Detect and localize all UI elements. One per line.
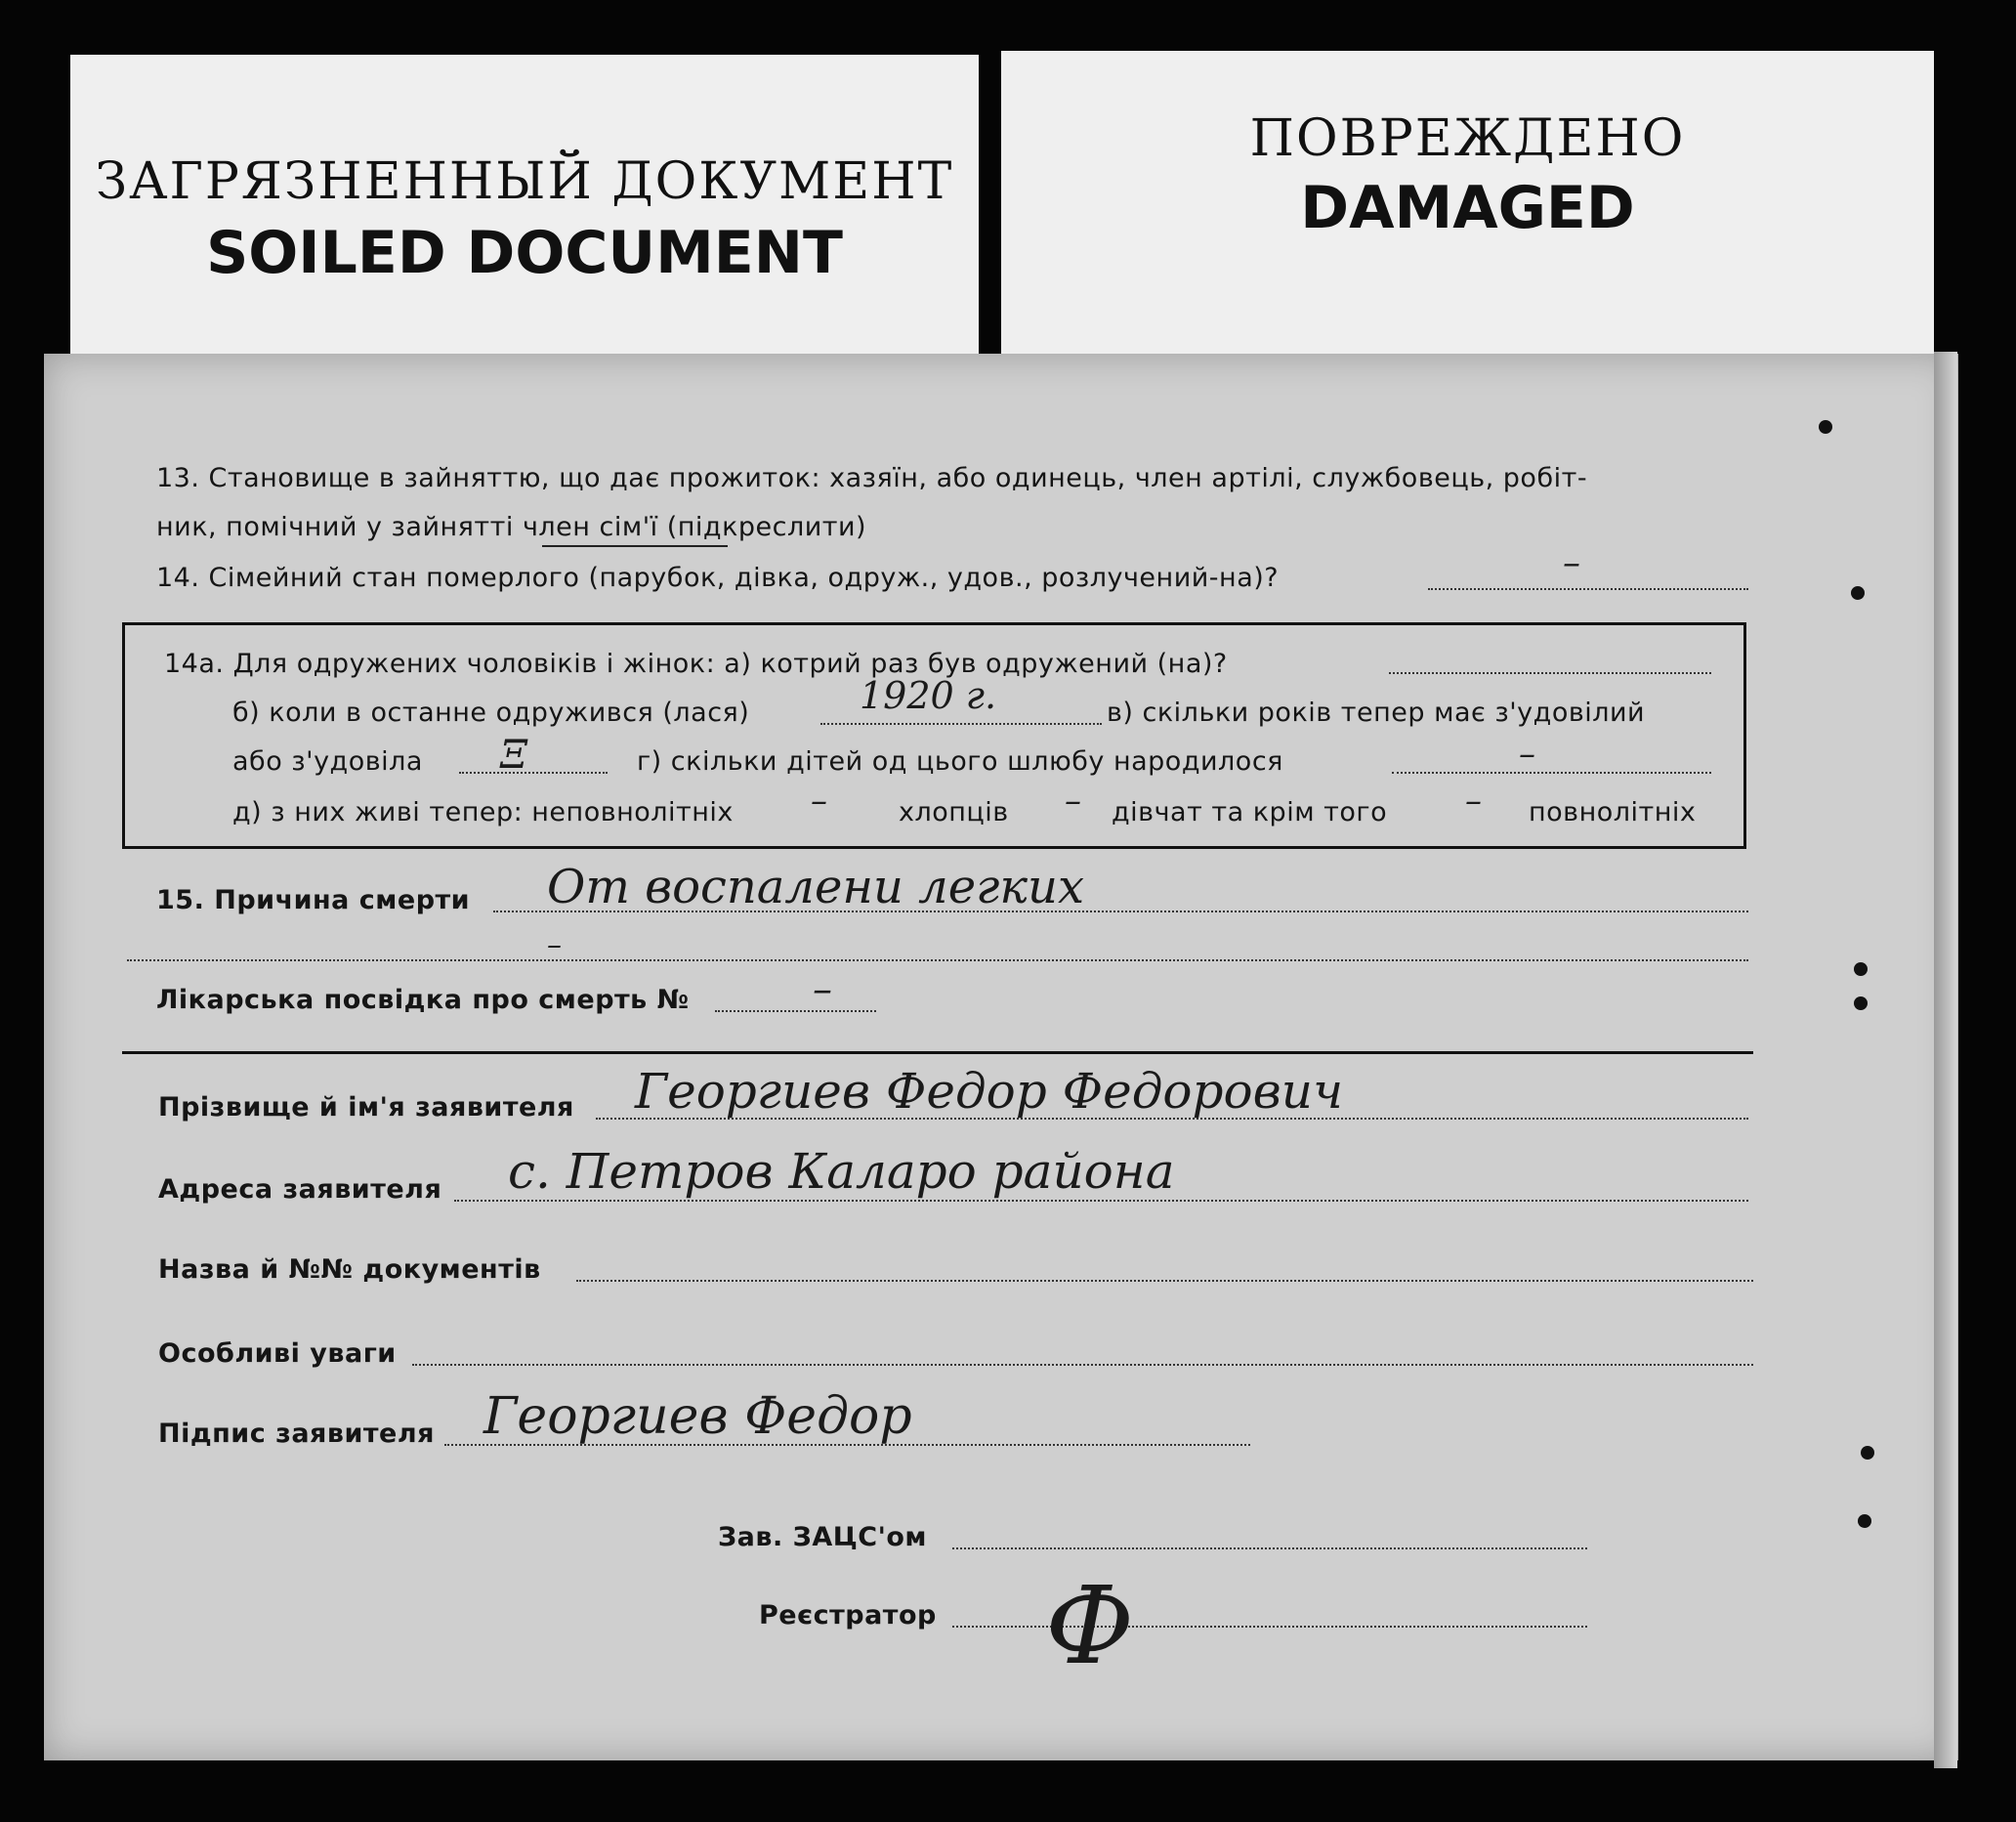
binding-hole — [1819, 420, 1832, 434]
question-13-line1: 13. Становище в зайняттю, що дає прожиток: хазяїн, або одинець, член артілі, службовець, робіт- — [156, 463, 1588, 493]
q15-second-line-dots — [127, 959, 1748, 961]
binding-hole — [1854, 962, 1868, 976]
q14-answer: – — [1563, 543, 1580, 583]
q14a-line2a: б) коли в останне одружився (лася) — [232, 698, 750, 728]
q14a-line4c: дівчат та крім того — [1112, 797, 1388, 827]
notes-label: Особливі уваги — [158, 1338, 397, 1369]
question-14: 14. Сімейний стан померлого (парубок, дівка, одруж., удов., розлучений-на)? — [156, 563, 1280, 593]
question-15-label: 15. Причина смерти — [156, 885, 471, 915]
q13-underline — [542, 545, 728, 547]
notes-dots — [412, 1364, 1753, 1366]
registrar-label: Реєстратор — [759, 1600, 937, 1631]
adults-answer: – — [1465, 782, 1482, 821]
damaged-label-en: DAMAGED — [1300, 174, 1635, 242]
documents-label: Назва й №№ документів — [158, 1254, 541, 1285]
q14a-line4b: хлопців — [899, 797, 1009, 827]
registrar-signature-handwritten: Ф — [1045, 1563, 1135, 1688]
q14a-children-dots — [1392, 772, 1711, 774]
cause-of-death-handwritten: От воспалени легких — [547, 860, 1085, 914]
medical-cert-dots — [715, 1010, 876, 1012]
sheet-edge — [1934, 352, 1957, 1768]
q14a-line1-dots — [1389, 672, 1711, 674]
q14a-line4d: повнолітніх — [1529, 797, 1697, 827]
applicant-address-label: Адреса заявителя — [158, 1174, 442, 1205]
marriage-year-handwritten: 1920 г. — [860, 674, 997, 717]
minors-answer: – — [811, 782, 827, 821]
soiled-label-ru: ЗАГРЯЗНЕННЫЙ ДОКУМЕНТ — [95, 152, 954, 211]
soiled-label-en: SOILED DOCUMENT — [206, 219, 843, 287]
applicant-name-handwritten: Георгиев Федор Федорович — [635, 1063, 1344, 1120]
binding-hole — [1851, 586, 1865, 600]
question-13-line2: ник, помічний у зайнятті член сім'ї (підкреслити) — [156, 512, 867, 542]
children-answer: – — [1519, 735, 1535, 774]
applicant-address-handwritten: с. Петров Каларо района — [508, 1143, 1175, 1200]
medical-certificate-label: Лікарська посвідка про смерть № — [156, 985, 690, 1015]
q14a-line1: 14а. Для одружених чоловіків і жінок: а) котрий раз був одружений (на)? — [164, 649, 1228, 679]
q14a-widowed-dots — [459, 772, 608, 774]
applicant-address-dots — [454, 1200, 1748, 1202]
binding-hole — [1854, 996, 1868, 1010]
q14a-line3a: або з'удовіла — [232, 746, 423, 777]
applicant-name-label: Прізвище й ім'я заявителя — [158, 1092, 574, 1123]
section-divider — [122, 1051, 1753, 1054]
damaged-label-ru: ПОВРЕЖДЕНО — [1249, 109, 1686, 168]
documents-dots — [576, 1280, 1753, 1282]
medical-cert-answer: – — [813, 967, 832, 1012]
damaged-document-label — [1001, 51, 1934, 363]
q14a-line3b: г) скільки дітей од цього шлюбу народилося — [637, 746, 1283, 777]
q14a-line4a: д) з них живі тепер: неповнолітніх — [232, 797, 734, 827]
q14-dotted-line — [1428, 588, 1748, 590]
applicant-signature-handwritten: Георгиев Федор — [483, 1387, 912, 1446]
binding-hole — [1858, 1514, 1871, 1528]
head-of-office-label: Зав. ЗАЦС'ом — [718, 1522, 927, 1552]
signature-label: Підпис заявителя — [158, 1419, 435, 1449]
q15-second-line-answer: – — [547, 928, 562, 962]
binding-hole — [1861, 1446, 1874, 1460]
head-of-office-dots — [952, 1547, 1587, 1549]
widowed-years-handwritten: Ξ — [500, 733, 528, 778]
soiled-document-label — [70, 55, 979, 377]
q14a-line2b: в) скільки років тепер має з'удовілий — [1107, 698, 1646, 728]
boys-answer: – — [1065, 782, 1081, 821]
q14a-year-dots — [820, 723, 1102, 725]
